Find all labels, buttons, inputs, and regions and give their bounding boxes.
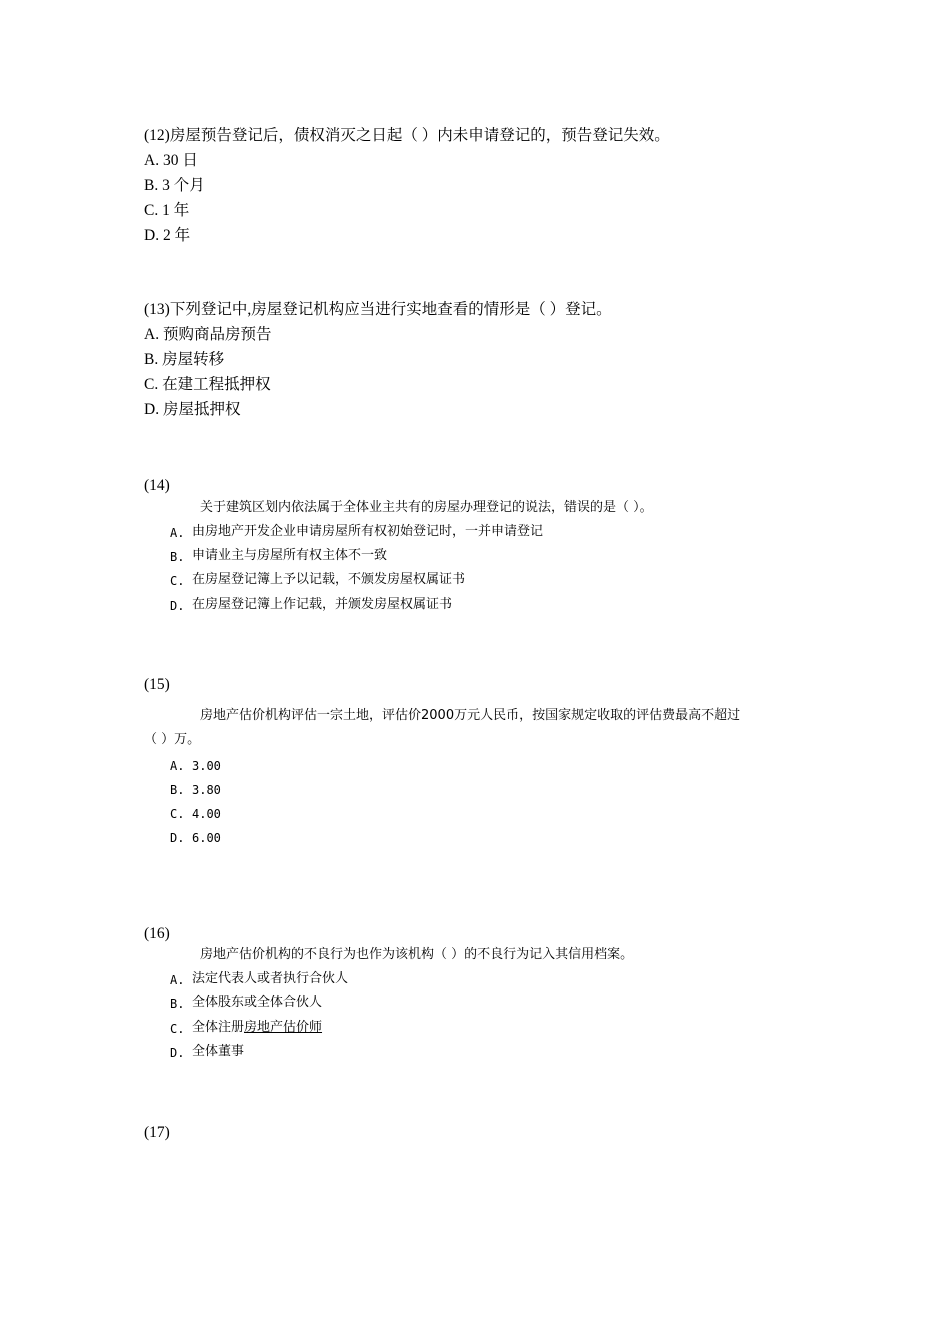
question-15-option-c-letter: C. <box>170 807 185 821</box>
question-15-option-d-text: 6.00 <box>192 831 221 845</box>
question-16-option-a-letter: A. <box>170 973 185 987</box>
question-16-option-a-text: 法定代表人或者执行合伙人 <box>192 971 349 986</box>
question-13-option-a: A. 预购商品房预告 <box>144 326 272 343</box>
question-15-option-a-text: 3.00 <box>192 759 221 773</box>
question-13-stem: (13)下列登记中,房屋登记机构应当进行实地查看的情形是（ ）登记。 <box>144 301 612 318</box>
question-15-option-c-text: 4.00 <box>192 807 221 821</box>
question-13-option-b: B. 房屋转移 <box>144 351 225 368</box>
question-15-stem: 房地产估价机构评估一宗土地，评估价2000万元人民币，按国家规定收取的评估费最高不超过 <box>200 708 741 723</box>
question-16-number: (16) <box>144 925 170 942</box>
question-12-option-d: D. 2 年 <box>144 227 191 244</box>
question-16-option-d-text: 全体董事 <box>192 1044 245 1059</box>
question-12-option-a: A. 30 日 <box>144 152 198 169</box>
question-12-option-b: B. 3 个月 <box>144 177 205 194</box>
question-14-stem: 关于建筑区划内依法属于全体业主共有的房屋办理登记的说法，错误的是（ ）。 <box>200 500 653 515</box>
question-15-option-b-letter: B. <box>170 783 185 797</box>
question-16-stem: 房地产估价机构的不良行为也作为该机构（ ）的不良行为记入其信用档案。 <box>200 947 634 962</box>
question-16-option-c-link[interactable]: 房地产估价师 <box>244 1020 323 1035</box>
question-15-option-a-letter: A. <box>170 759 185 773</box>
question-14-option-a-letter: A. <box>170 526 185 540</box>
question-14-option-b-text: 申请业主与房屋所有权主体不一致 <box>192 548 388 563</box>
question-14-number: (14) <box>144 477 170 494</box>
question-14-option-d-text: 在房屋登记簿上作记载，并颁发房屋权属证书 <box>192 597 453 612</box>
question-16-option-b-letter: B. <box>170 997 185 1011</box>
question-14-option-b-letter: B. <box>170 550 185 564</box>
question-15-option-d-letter: D. <box>170 831 185 845</box>
question-15-option-b-text: 3.80 <box>192 783 221 797</box>
question-12-option-c: C. 1 年 <box>144 202 190 219</box>
question-15-number: (15) <box>144 676 170 693</box>
question-16-option-b-text: 全体股东或全体合伙人 <box>192 995 323 1010</box>
question-16-option-c-text <box>192 1018 322 1038</box>
question-14-option-a-text: 由房地产开发企业申请房屋所有权初始登记时，一并申请登记 <box>192 524 544 539</box>
question-17-number: (17) <box>144 1124 170 1141</box>
question-16-option-d-letter: D. <box>170 1046 185 1060</box>
question-13-option-c: C. 在建工程抵押权 <box>144 376 271 393</box>
question-12-stem: (12)房屋预告登记后，债权消灭之日起（ ）内未申请登记的，预告登记失效。 <box>144 127 670 144</box>
question-16-option-c-letter: C. <box>170 1022 185 1036</box>
question-16-option-c-plain: 全体注册 <box>192 1020 245 1035</box>
question-14-option-c-text: 在房屋登记簿上予以记载，不颁发房屋权属证书 <box>192 572 466 587</box>
question-13-option-d: D. 房屋抵押权 <box>144 401 241 418</box>
question-14-option-c-letter: C. <box>170 574 185 588</box>
question-15-stem-continued: （ ）万。 <box>144 732 201 747</box>
question-14-option-d-letter: D. <box>170 599 185 613</box>
